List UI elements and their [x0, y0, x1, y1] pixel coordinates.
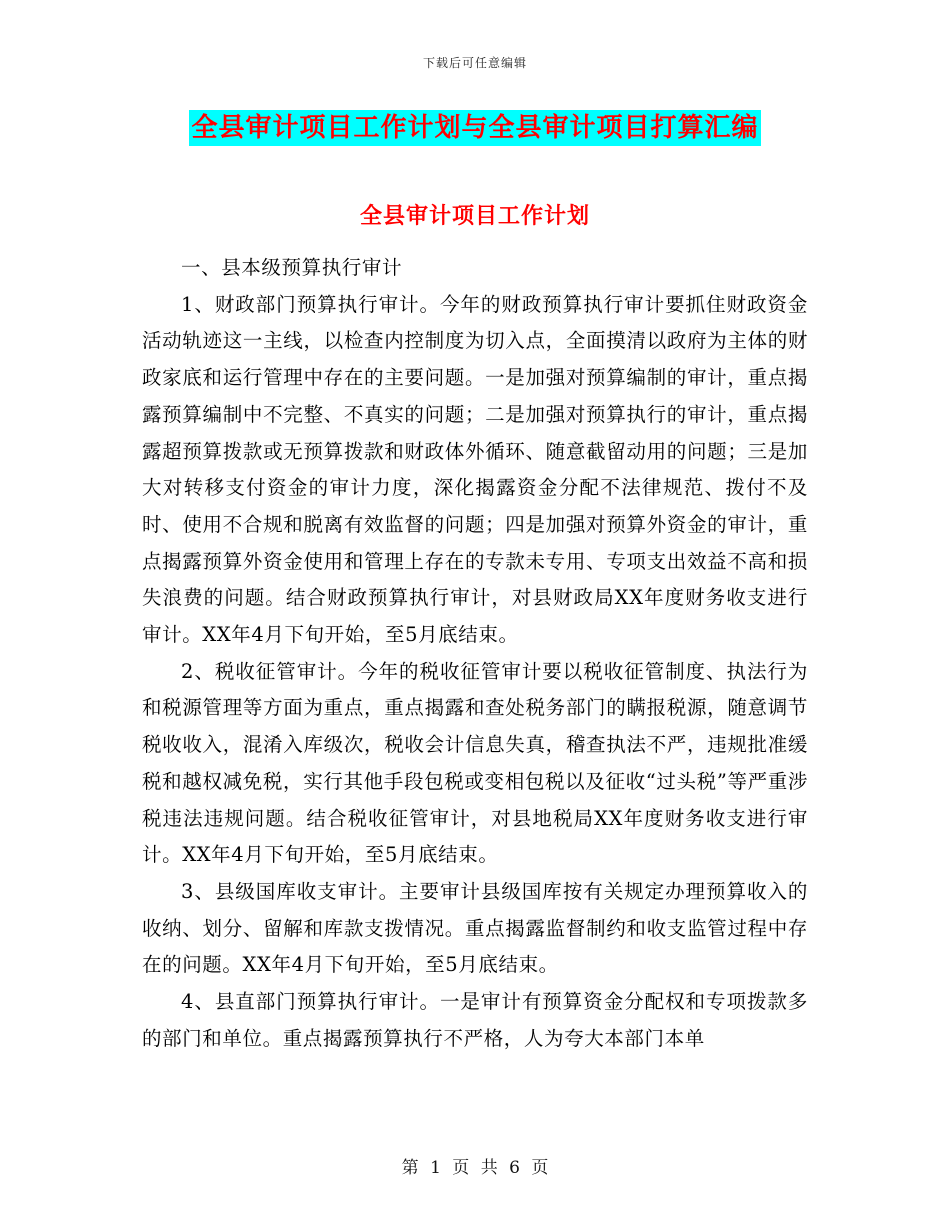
document-body — [142, 250, 808, 1057]
body-paragraph: 2、税收征管审计。今年的税收征管审计要以税收征管制度、执法行为和税源管理等方面为重点，重点揭露和查处税务部门的瞒报税源，随意调节税收收入，混淆入库级次，税收会计信息失真，稽查执法不严，违规批准缓税和越权减免税，实行其他手段包税或变相包税以及征收“过头税”等严重涉税违法违规问题。结合税收征管审计，对县地税局XX年度财务收支进行审计。XX年4月下旬开始，至5月底结束。 — [142, 659, 808, 867]
page-header-note: 下载后可任意编辑 — [422, 56, 527, 70]
section-heading: 一、县本级预算执行审计 — [181, 256, 403, 279]
main-title-container — [0, 110, 950, 146]
document-sub-title: 全县审计项目工作计划 — [359, 204, 590, 229]
body-paragraph: 3、县级国库收支审计。主要审计县级国库按有关规定办理预算收入的收纳、划分、留解和库款支拨情况。重点揭露监督制约和收支监管过程中存在的问题。XX年4月下旬开始，至5月底结束。 — [142, 879, 808, 977]
body-paragraph: 4、县直部门预算执行审计。一是审计有预算资金分配权和专项拨款多的部门和单位。重点揭露预算执行不严格，人为夸大本部门本单 — [142, 990, 808, 1050]
body-paragraph: 1、财政部门预算执行审计。今年的财政预算执行审计要抓住财政资金活动轨迹这一主线，以检查内控制度为切入点，全面摸清以政府为主体的财政家底和运行管理中存在的主要问题。一是加强对预算编制的审计，重点揭露预算编制中不完整、不真实的问题；二是加强对预算执行的审计，重点揭露超预算拨款或无预算拨款和财政体外循环、随意截留动用的问题；三是加大对转移支付资金的审计力度，深化揭露资金分配不法律规范、拨付不及时、使用不合规和脱离有效监督的问题；四是加强对预算外资金的审计，重点揭露预算外资金使用和管理上存在的专款未专用、专项支出效益不高和损失浪费的问题。结合财政预算执行审计，对县财政局XX年度财务收支进行审计。XX年4月下旬开始，至5月底结束。 — [142, 292, 808, 647]
page-number-footer: 第 1 页 共 6 页 — [401, 1158, 549, 1178]
document-main-title: 全县审计项目工作计划与全县审计项目打算汇编 — [189, 110, 760, 146]
